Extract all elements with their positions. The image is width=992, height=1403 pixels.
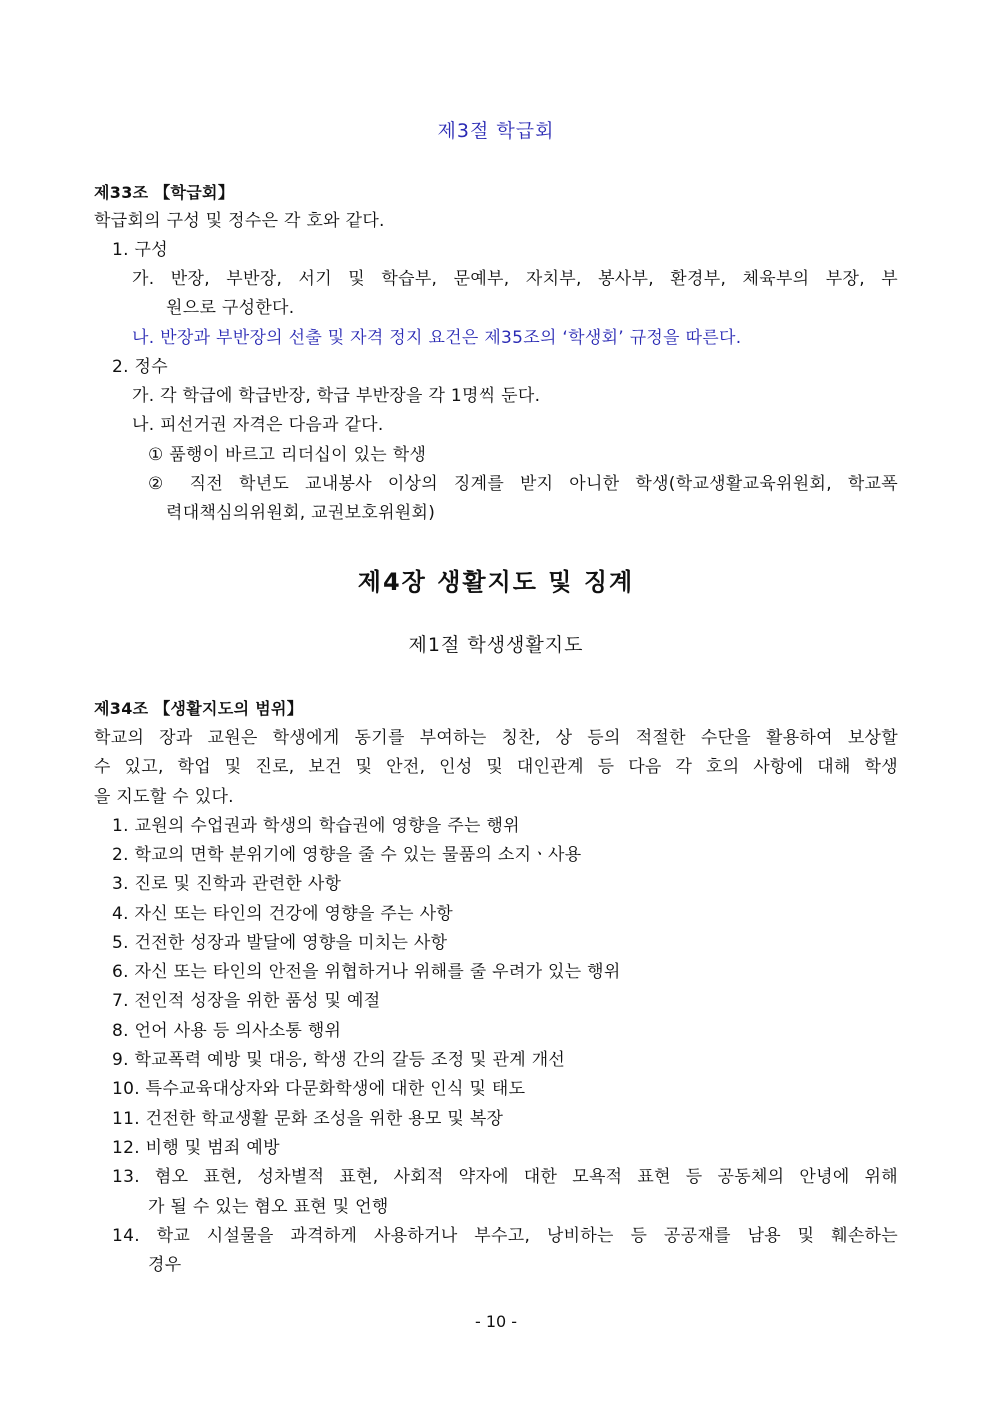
sub-item-continuation: 력대책심의위원회, 교권보호위원회) <box>166 503 436 523</box>
list-item: 2. 정수 <box>112 357 168 377</box>
sub-item <box>148 473 898 495</box>
list-item: 4. 자신 또는 타인의 건강에 영향을 주는 사항 <box>112 904 454 924</box>
article-heading: 제34조 【생활지도의 범위】 <box>94 699 304 718</box>
list-item: 가. 각 학급에 학급반장, 학급 부반장을 각 1명씩 둔다. <box>132 386 541 406</box>
list-item: 1. 구성 <box>112 240 168 260</box>
list-item: 1. 교원의 수업권과 학생의 학습권에 영향을 주는 행위 <box>112 816 520 836</box>
article-intro: 을 지도할 수 있다. <box>94 787 234 807</box>
article-intro: 학급회의 구성 및 정수은 각 호와 같다. <box>94 211 385 231</box>
list-item: 10. 특수교육대상자와 다문화학생에 대한 인식 및 태도 <box>112 1079 526 1099</box>
list-item: 나. 피선거권 자격은 다음과 같다. <box>132 415 384 435</box>
list-item: 7. 전인적 성장을 위한 품성 및 예절 <box>112 991 381 1011</box>
list-item: 9. 학교폭력 예방 및 대응, 학생 간의 갈등 조정 및 관계 개선 <box>112 1050 566 1070</box>
intro-line: 수 있고, 학업 및 진로, 보건 및 안전, 인성 및 대인관계 등 다음 각 호의 사항에 대해 학생 <box>94 757 898 777</box>
list-item: 8. 언어 사용 등 의사소통 행위 <box>112 1021 342 1041</box>
list-item: 2. 학교의 면학 분위기에 영향을 줄 수 있는 물품의 소지ㆍ사용 <box>112 845 582 865</box>
list-item <box>132 268 898 290</box>
intro-line: 학교의 장과 교원은 학생에게 동기를 부여하는 칭찬, 상 등의 적절한 수단을 활용하여 보상할 <box>94 728 898 748</box>
list-item-text: 13. 혐오 표현, 성차별적 표현, 사회적 약자에 대한 모욕적 표현 등 공동체의 안녕에 위해 <box>112 1167 898 1187</box>
list-item-continuation: 가 될 수 있는 혐오 표현 및 언행 <box>148 1197 389 1217</box>
list-item: 12. 비행 및 범죄 예방 <box>112 1138 280 1158</box>
list-item <box>112 1225 898 1247</box>
sub-item: ① 품행이 바르고 리더십이 있는 학생 <box>148 445 427 465</box>
sub-item-text: ② 직전 학년도 교내봉사 이상의 징계를 받지 아니한 학생(학교생활교육위원회, 학교폭 <box>148 474 898 494</box>
list-item: 6. 자신 또는 타인의 안전을 위협하거나 위해를 줄 우려가 있는 행위 <box>112 962 621 982</box>
list-item-continuation: 경우 <box>148 1255 182 1275</box>
article-intro <box>94 756 898 778</box>
article-heading: 제33조 【학급회】 <box>94 183 235 202</box>
page-number: - 10 - <box>474 1312 518 1331</box>
list-item-text: 가. 반장, 부반장, 서기 및 학습부, 문예부, 자치부, 봉사부, 환경부, 체육부의 부장, 부 <box>132 269 898 289</box>
list-item: 3. 진로 및 진학과 관련한 사항 <box>112 874 342 894</box>
list-item <box>112 1166 898 1188</box>
list-item-continuation: 원으로 구성한다. <box>166 298 295 318</box>
section-title: 제3절 학급회 <box>437 120 555 142</box>
chapter-title: 제4장 생활지도 및 징계 <box>357 568 635 596</box>
list-item-text: 14. 학교 시설물을 과격하게 사용하거나 부수고, 낭비하는 등 공공재를 남용 및 훼손하는 <box>112 1226 898 1246</box>
section-title: 제1절 학생생활지도 <box>408 634 584 656</box>
list-item: 11. 건전한 학교생활 문화 조성을 위한 용모 및 복장 <box>112 1109 504 1129</box>
article-intro <box>94 727 898 749</box>
list-item: 5. 건전한 성장과 발달에 영향을 미치는 사항 <box>112 933 448 953</box>
list-item-highlight: 나. 반장과 부반장의 선출 및 자격 정지 요건은 제35조의 ‘학생회’ 규정을 따른다. <box>132 328 742 348</box>
